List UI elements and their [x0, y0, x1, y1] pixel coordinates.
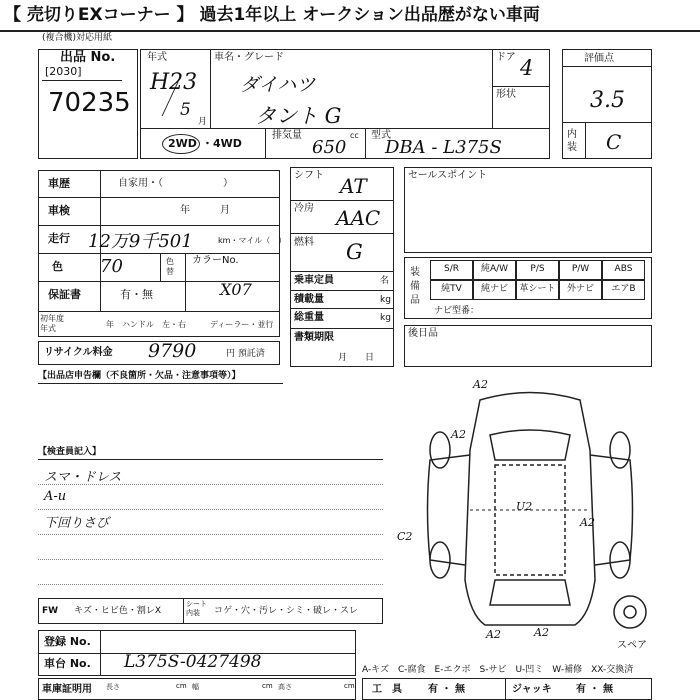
inspection-value: 年 月 — [180, 205, 230, 216]
warranty-value: 有・無 — [120, 288, 153, 301]
height-unit: cm — [344, 682, 355, 690]
first-reg-label: 年式 — [40, 324, 56, 333]
capacity-unit: 名 — [380, 276, 390, 286]
damage-top: A2 — [473, 378, 488, 391]
cc-unit: cc — [350, 131, 359, 140]
equipment-item: ABS — [602, 260, 645, 280]
equipment-label: 装備品 — [410, 267, 420, 306]
score-value: 3.5 — [590, 88, 625, 113]
recycle-label: リサイクル料金 — [44, 347, 113, 358]
after-date-label: 後日品 — [408, 328, 438, 339]
mileage-label: 走行 — [48, 232, 70, 245]
inspector-label: 【検査員記入】 — [38, 447, 102, 457]
fuel-value: G — [346, 240, 363, 264]
month-unit: 月 — [198, 117, 208, 127]
first-reg-sub: 初年度 — [40, 314, 64, 323]
reg-label: 登録 No. — [44, 635, 91, 648]
equipment-item: S/R — [430, 260, 473, 280]
stock-label: 出品 No. — [60, 50, 116, 65]
ac-value: AAC — [336, 206, 381, 230]
first-reg-unit: 年 — [106, 320, 114, 329]
seat-label: シート内装 — [186, 600, 207, 617]
shape-label: 形状 — [496, 89, 516, 100]
cc-label: 排気量 — [272, 130, 302, 141]
expiry-unit: 月 日 — [338, 353, 375, 363]
seat-items: コゲ・穴・汚レ・シミ・破レ・スレ — [214, 606, 359, 616]
interior-value: C — [606, 130, 622, 154]
equipment-item: P/W — [559, 260, 602, 280]
length-unit: cm — [176, 682, 187, 690]
recycle-value: 9790 — [148, 340, 197, 362]
inspector-note-2: A-u — [44, 489, 67, 504]
load-label: 積載量 — [294, 294, 324, 305]
color-change: 色替 — [166, 257, 174, 276]
shift-value: AT — [340, 174, 367, 198]
width-label: 幅 — [192, 683, 199, 691]
equipment-item: 外ナビ — [559, 280, 602, 300]
dealer-value: ディーラー・並行 — [210, 320, 274, 329]
length-label: 長さ — [106, 683, 120, 691]
color-value: 70 — [100, 256, 123, 277]
damage-left: C2 — [397, 530, 413, 543]
width-unit: cm — [262, 682, 273, 690]
color-label: 色 — [52, 260, 63, 273]
history-value: 自家用・（ ） — [118, 178, 233, 189]
score-label: 評価点 — [584, 53, 614, 64]
year-label: 年式 — [147, 52, 167, 63]
tools-value: 有 ・ 無 — [428, 684, 465, 695]
inspector-note-1: スマ・ドレス — [44, 470, 122, 485]
inspector-note-3: 下回りさび — [44, 516, 110, 531]
equipment-item: 純A/W — [473, 260, 516, 280]
fuel-label: 燃料 — [294, 237, 314, 248]
sales-label: セールスポイント — [408, 170, 488, 181]
color-no-label: カラーNo. — [192, 255, 239, 266]
declare-label: 【出品店申告欄（不良箇所・欠品・注意事項等）】 — [38, 371, 241, 381]
height-label: 高さ — [278, 683, 292, 691]
damage-front-left: A2 — [451, 428, 466, 441]
door-label: ドア — [496, 52, 516, 63]
maker-value: ダイハツ — [240, 74, 316, 96]
expiry-label: 書類期限 — [294, 332, 334, 343]
damage-rear-right: A2 — [534, 626, 549, 639]
ac-label: 冷房 — [294, 203, 314, 214]
top-note: (複合機)対応用紙 — [42, 33, 113, 43]
gross-unit: kg — [380, 313, 391, 323]
equipment-item: 革シート — [516, 280, 559, 300]
jack-label: ジャッキ — [512, 684, 552, 695]
stock-code: [2030] — [45, 65, 82, 78]
door-value: 4 — [520, 56, 534, 80]
gross-label: 総重量 — [294, 312, 324, 323]
history-label: 車歴 — [48, 177, 70, 190]
interior-label: 内装 — [567, 129, 577, 153]
fw-items: キズ・ヒビ色・割レX — [74, 606, 161, 616]
spare-label: スペア — [617, 640, 647, 651]
type-value: DBA - L375S — [385, 137, 502, 158]
model-value: タント G — [255, 104, 342, 128]
name-label: 車名・グレード — [214, 52, 284, 63]
chassis-label: 車台 No. — [44, 657, 91, 670]
equipment-item: 純ナビ — [473, 280, 516, 300]
damage-legend: A-キズ C-腐食 E-エクボ S-サビ U-凹ミ W-補修 XX-交換済 — [362, 665, 634, 675]
load-unit: kg — [380, 295, 391, 305]
fw-label: FW — [42, 606, 59, 616]
warranty-label: 保証書 — [48, 288, 81, 301]
cert-label: 車庫証明用 — [42, 684, 92, 695]
shift-label: シフト — [294, 170, 324, 181]
inspection-label: 車検 — [48, 204, 70, 217]
drive-4wd: ・4WD — [202, 137, 242, 150]
equipment-item: エアB — [602, 280, 645, 300]
month-value: 5 — [180, 100, 191, 120]
mileage-value: 12万9千501 — [88, 231, 193, 252]
year-value: H23 — [150, 70, 198, 95]
handle-value: ハンドル 左・右 — [122, 320, 186, 329]
chassis-value: L375S-0427498 — [124, 652, 262, 672]
drive-2wd: 2WD — [168, 137, 197, 150]
damage-roof: U2 — [516, 500, 533, 513]
jack-value: 有 ・ 無 — [576, 684, 613, 695]
tools-label: 工 具 — [372, 684, 402, 695]
mileage-unit: km・マイル（ ） — [218, 236, 287, 245]
equipment-item: 純TV — [430, 280, 473, 300]
cc-value: 650 — [312, 137, 347, 158]
color-no-value: X07 — [220, 280, 252, 299]
after-date-box — [404, 325, 652, 367]
capacity-label: 乗車定員 — [294, 275, 334, 286]
stock-number: 70235 — [48, 88, 131, 118]
equipment-item: P/S — [516, 260, 559, 280]
damage-right: A2 — [580, 516, 595, 529]
navi-label: ナビ型番： — [434, 306, 480, 316]
header-title: 【 売切りEXコーナー 】 過去1年以上 オークション出品歴がない車両 — [4, 5, 540, 25]
recycle-unit: 円 預託済 — [226, 349, 265, 359]
type-label: 型式 — [371, 130, 391, 141]
damage-rear-left: A2 — [486, 628, 501, 641]
